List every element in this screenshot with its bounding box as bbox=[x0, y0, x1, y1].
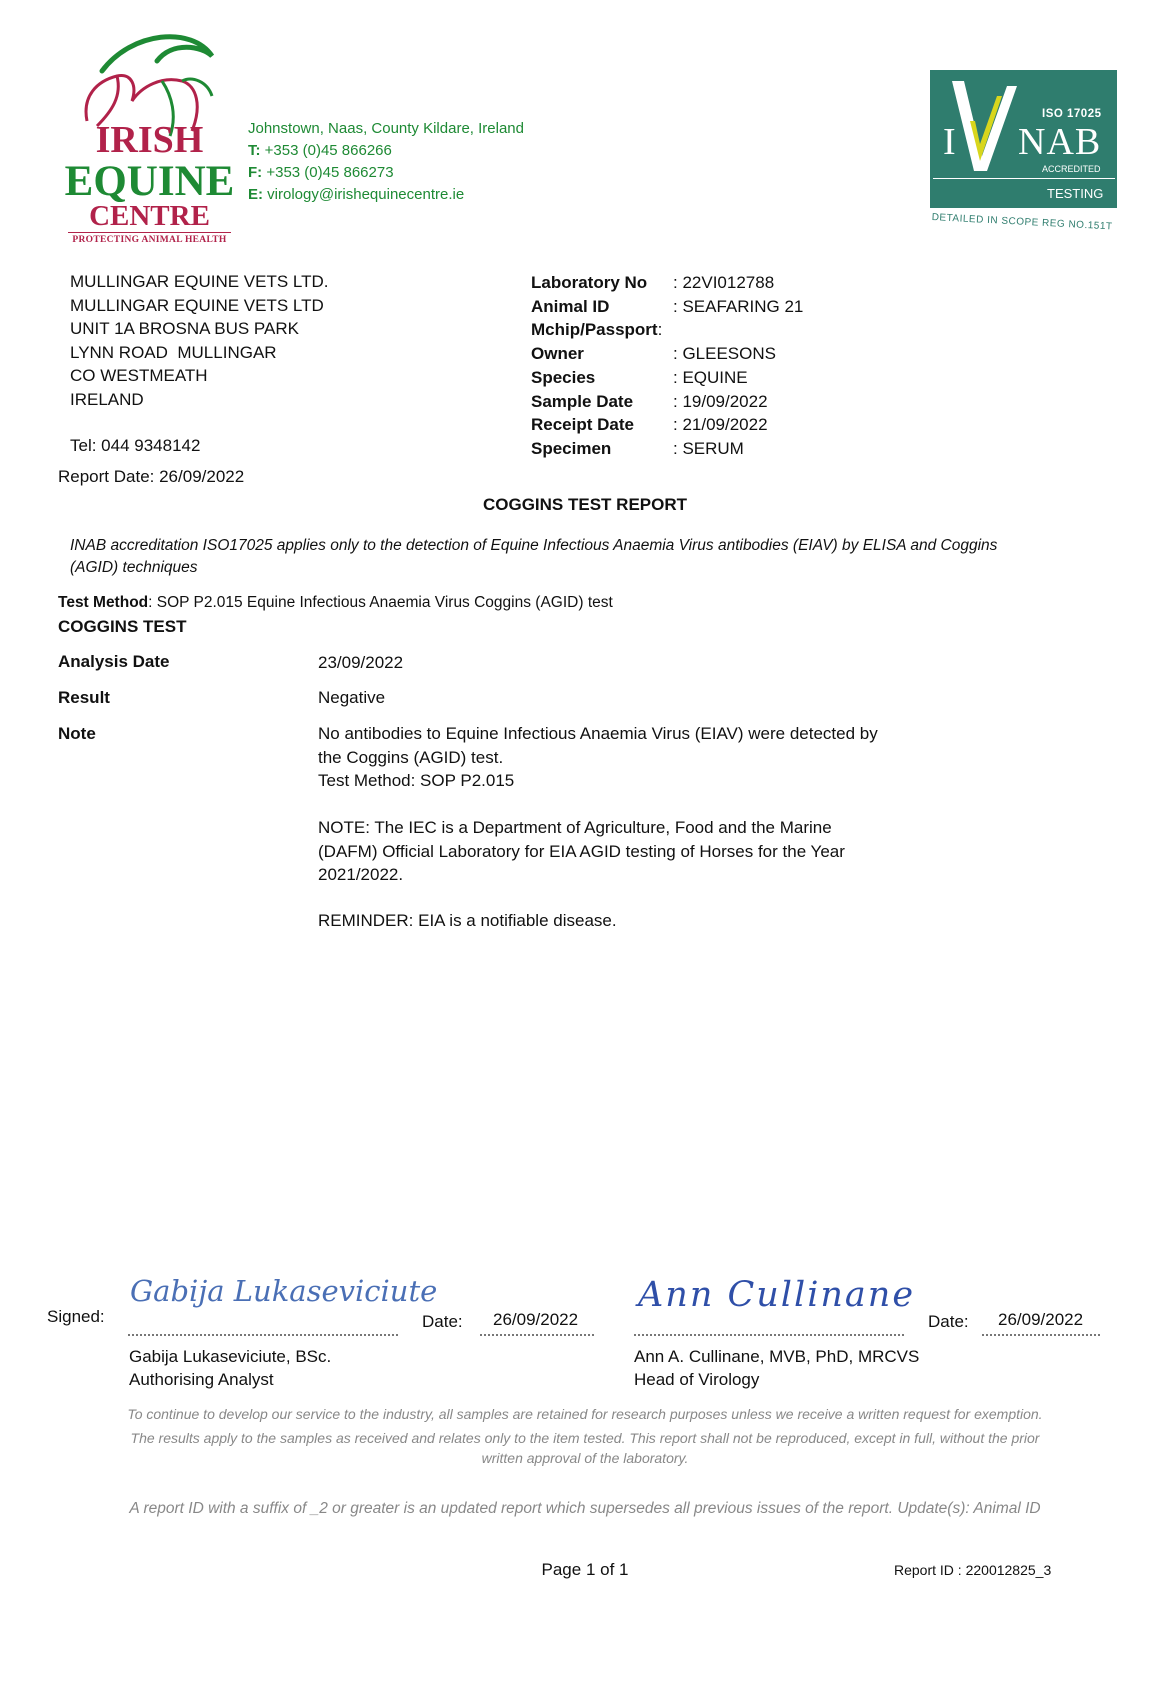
inab-accredited: ACCREDITED bbox=[1042, 164, 1101, 174]
note-line: Test Method: SOP P2.015 bbox=[318, 771, 515, 790]
head-signature-text: Ann Cullinane bbox=[638, 1275, 916, 1315]
report-id: Report ID : 220012825_3 bbox=[894, 1562, 1052, 1578]
date-right: 26/09/2022 bbox=[998, 1310, 1084, 1329]
email-label: E: bbox=[248, 186, 263, 203]
inab-scope: DETAILED IN SCOPE REG NO.151T bbox=[931, 212, 1113, 233]
date-left: 26/09/2022 bbox=[493, 1310, 579, 1329]
analyst-signature-text: Gabija Lukaseviciute bbox=[130, 1274, 438, 1308]
address-line: IRELAND bbox=[70, 389, 144, 409]
inab-i: I bbox=[943, 121, 956, 163]
note-text bbox=[318, 722, 938, 793]
logo-equine: EQUINE bbox=[64, 158, 235, 205]
date-label-right: Date: bbox=[928, 1312, 969, 1331]
lab-info-value: : bbox=[657, 320, 663, 340]
dafm-note: NOTE: The IEC is a Department of Agriculture, Food and the Marine (DAFM) Official Laboratory for EIA AGID testing of Horses for the Year 2021/2022. bbox=[318, 818, 845, 884]
lab-info-row bbox=[531, 295, 803, 319]
contact-tel: +353 (0)45 866266 bbox=[264, 142, 392, 159]
test-method bbox=[58, 594, 613, 612]
lab-info-value: : 21/09/2022 bbox=[673, 415, 768, 435]
address-line: CO WESTMEATH bbox=[70, 366, 208, 386]
inab-testing: TESTING bbox=[1047, 186, 1104, 201]
signature-analyst bbox=[124, 1268, 438, 1330]
lab-info-label: Species bbox=[531, 367, 596, 387]
address-line: LYNN ROAD MULLINGAR bbox=[70, 342, 277, 362]
analyst-role: Authorising Analyst bbox=[129, 1370, 274, 1389]
tel-label: T: bbox=[248, 142, 261, 159]
lab-info-row bbox=[531, 437, 803, 461]
analyst-name: Gabija Lukaseviciute, BSc. bbox=[129, 1347, 332, 1366]
lab-info-row bbox=[531, 390, 803, 414]
logo-irish: IRISH bbox=[95, 119, 204, 161]
lab-info-row bbox=[531, 342, 803, 366]
recipient-tel: Tel: 044 9348142 bbox=[70, 436, 201, 455]
note-line: the Coggins (AGID) test. bbox=[318, 747, 504, 767]
lab-info-row bbox=[531, 413, 803, 437]
lab-info-value: : 19/09/2022 bbox=[673, 391, 768, 411]
note-line: No antibodies to Equine Infectious Anaemia Virus (EIAV) were detected by bbox=[318, 724, 878, 743]
lab-info-value: : GLEESONS bbox=[673, 344, 776, 364]
test-method-text: : SOP P2.015 Equine Infectious Anaemia Virus Coggins (AGID) test bbox=[148, 594, 613, 611]
address-line: MULLINGAR EQUINE VETS LTD bbox=[70, 295, 324, 315]
lab-info-value: : EQUINE bbox=[673, 367, 748, 387]
lab-info-table bbox=[531, 271, 803, 461]
signature-head bbox=[634, 1265, 916, 1333]
lab-info-label: Laboratory No bbox=[531, 273, 648, 292]
footer-line: To continue to develop our service to the industry, all samples are retained for research purposes unless we receive a written request for exemption. bbox=[127, 1406, 1043, 1422]
inab-nab: NAB bbox=[1018, 121, 1102, 163]
lab-info-value: : SERUM bbox=[673, 438, 744, 458]
head-role: Head of Virology bbox=[634, 1370, 760, 1389]
footer-line: written approval of the laboratory. bbox=[481, 1450, 689, 1466]
result-value: Negative bbox=[318, 688, 386, 707]
logo-centre: CENTRE bbox=[89, 200, 210, 232]
analysis-date-value: 23/09/2022 bbox=[318, 653, 404, 672]
lab-info-row bbox=[531, 271, 803, 295]
signed-label: Signed: bbox=[47, 1307, 105, 1326]
logo-tagline: PROTECTING ANIMAL HEALTH bbox=[72, 235, 227, 245]
date-label-left: Date: bbox=[422, 1312, 463, 1331]
contact-block bbox=[248, 118, 524, 206]
address-line: UNIT 1A BROSNA BUS PARK bbox=[70, 319, 299, 339]
result-label: Result bbox=[58, 688, 110, 707]
lab-info-label: Mchip/Passport bbox=[531, 320, 658, 340]
footer-line: The results apply to the samples as received and relates only to the item tested. This report shall not be reproduced, except in full, without the prior bbox=[130, 1430, 1040, 1446]
irish-equine-centre-logo bbox=[62, 26, 237, 250]
lab-info-label: Specimen bbox=[531, 438, 612, 458]
lab-info-value: : SEAFARING 21 bbox=[673, 296, 804, 316]
lab-info-row bbox=[531, 318, 803, 342]
lab-info-label: Receipt Date bbox=[531, 415, 634, 435]
reminder: REMINDER: EIA is a notifiable disease. bbox=[318, 911, 617, 930]
page-number: Page 1 of 1 bbox=[541, 1560, 629, 1579]
test-name: COGGINS TEST bbox=[58, 617, 187, 636]
contact-address: Johnstown, Naas, County Kildare, Ireland bbox=[248, 120, 524, 137]
update-note: A report ID with a suffix of _2 or greater is an updated report which supersedes all previous issues of the report. Update(s): Animal ID bbox=[129, 1500, 1041, 1517]
lab-info-label: Owner bbox=[531, 344, 584, 364]
lab-info-label: Animal ID bbox=[531, 296, 610, 316]
inab-iso: ISO 17025 bbox=[1042, 108, 1102, 120]
contact-email: virology@irishequinecentre.ie bbox=[267, 186, 465, 203]
report-date: Report Date: 26/09/2022 bbox=[58, 467, 245, 486]
accreditation-disclaimer: INAB accreditation ISO17025 applies only to the detection of Equine Infectious Anaemia Virus antibodies (EIAV) by ELISA and Coggins (AGID) techniques bbox=[70, 537, 998, 576]
test-method-label: Test Method bbox=[58, 594, 149, 611]
contact-fax: +353 (0)45 866273 bbox=[266, 164, 394, 181]
address-line: MULLINGAR EQUINE VETS LTD. bbox=[70, 272, 329, 291]
analysis-date-label: Analysis Date bbox=[58, 652, 170, 671]
fax-label: F: bbox=[248, 164, 263, 181]
lab-info-value: : 22VI012788 bbox=[673, 273, 775, 292]
lab-info-label: Sample Date bbox=[531, 391, 634, 411]
recipient-address bbox=[70, 270, 329, 412]
inab-badge bbox=[930, 68, 1118, 232]
note-label: Note bbox=[58, 724, 96, 743]
lab-info-row bbox=[531, 366, 803, 390]
report-title: COGGINS TEST REPORT bbox=[482, 495, 688, 514]
head-name: Ann A. Cullinane, MVB, PhD, MRCVS bbox=[634, 1347, 920, 1366]
